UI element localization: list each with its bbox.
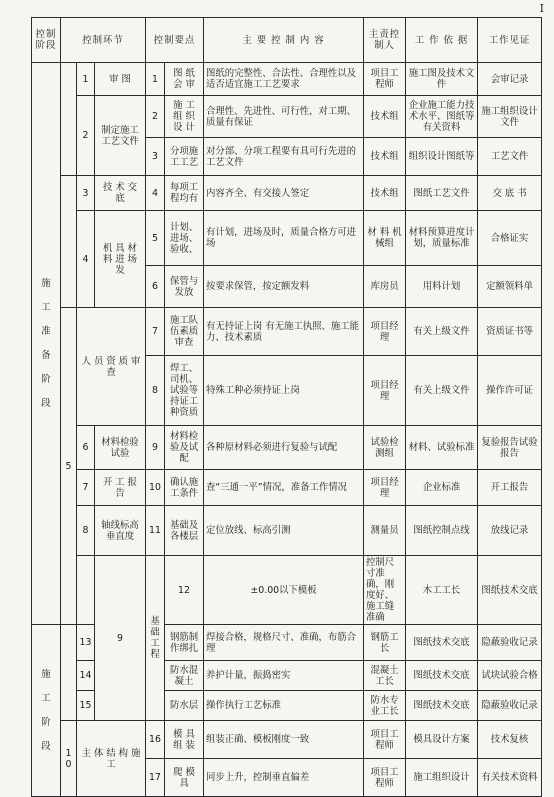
basis-cell: 材料、试验标准 (406, 426, 478, 470)
link-cell: 基 础 工 程 (146, 556, 165, 721)
group-no: 5 (61, 308, 77, 625)
header-basis: 工 作 依 据 (406, 18, 478, 63)
group-no: 6 (77, 426, 95, 470)
group-no: 3 (77, 176, 95, 211)
content-cell: 查“三通一平”情况，准备工作情况 (204, 470, 364, 506)
evidence-cell: 定额领料单 (478, 266, 542, 308)
link-cell: 轴线标高垂直度 (95, 506, 146, 556)
basis-cell: 图纸工艺文件 (406, 176, 478, 211)
stage-construction-cell: 施 工 阶 段 (32, 625, 61, 797)
basis-cell: 图纸技术交底 (478, 556, 542, 625)
group-no (61, 63, 77, 176)
header-row (32, 18, 542, 63)
basis-cell: 组织设计图纸等 (406, 138, 478, 176)
content-cell: 内容齐全、有交接人签定 (204, 176, 364, 211)
basis-cell: 图纸技术交底 (406, 625, 478, 661)
content-cell: 组装正确、模板刚度一致 (204, 721, 364, 759)
person-cell: 技术组 (364, 138, 406, 176)
person-cell: 木工工长 (406, 556, 478, 625)
quality-control-table (31, 17, 542, 797)
group-no: 7 (77, 470, 95, 506)
point-cell: ±0.00以下模板 (204, 556, 364, 625)
table-row (32, 506, 542, 556)
row-no: 5 (146, 211, 165, 266)
row-no: 13 (77, 625, 95, 661)
point-cell: 施 工 组 织 设 计 (165, 96, 204, 138)
row-no: 1 (146, 63, 165, 96)
group-no: 1 (77, 63, 95, 96)
content-cell: 有计划，进场及时，质量合格方可进场 (204, 211, 364, 266)
point-cell: 焊工、司机、试验等持证工种资质 (165, 356, 204, 426)
table-row (32, 176, 542, 211)
point-cell: 计划、进场、验收、 (165, 211, 204, 266)
row-no: 14 (77, 661, 95, 691)
evidence-cell: 操作许可证 (478, 356, 542, 426)
link-cell: 材料检验试验 (95, 426, 146, 470)
point-cell: 每项工程均有 (165, 176, 204, 211)
point-cell: 模 具 组 装 (165, 721, 204, 759)
group-no (61, 625, 77, 721)
row-no: 15 (77, 691, 95, 721)
content-cell: 同步上升，控制垂直偏差 (204, 759, 364, 797)
table-row (32, 96, 542, 138)
person-cell: 项目经理 (364, 470, 406, 506)
row-no: 7 (146, 308, 165, 356)
evidence-cell: 隐蔽验收记录 (478, 625, 542, 661)
content-cell: 特殊工种必须持证上岗 (204, 356, 364, 426)
content-cell: 各种原材料必须进行复验与试配 (204, 426, 364, 470)
page-number: I (539, 2, 544, 15)
basis-cell: 有关上级文件 (406, 308, 478, 356)
table-row (32, 721, 542, 759)
person-cell: 项目工程师 (364, 759, 406, 797)
evidence-cell: 合格证实 (478, 211, 542, 266)
content-cell: 图纸的完整性、合法性、合理性以及适否适宜施工工艺要求 (204, 63, 364, 96)
evidence-cell: 交 底 书 (478, 176, 542, 211)
group-no (61, 176, 77, 308)
header-content: 主 要 控 制 内 容 (204, 18, 364, 63)
row-no: 3 (146, 138, 165, 176)
person-cell: 库房员 (364, 266, 406, 308)
basis-cell: 用料计划 (406, 266, 478, 308)
content-cell: 焊接合格，规格尺寸、准确，布筋合理 (204, 625, 364, 661)
evidence-cell: 有关技术资料 (478, 759, 542, 797)
evidence-cell: 施工组织设计文件 (478, 96, 542, 138)
row-no: 11 (146, 506, 165, 556)
person-cell: 防水专业工长 (364, 691, 406, 721)
evidence-cell: 资质证书等 (478, 308, 542, 356)
link-cell: 审 图 (95, 63, 146, 96)
link-cell: 开 工 报 告 (95, 470, 146, 506)
row-no: 2 (146, 96, 165, 138)
basis-cell: 图纸技术交底 (406, 691, 478, 721)
group-no: 2 (77, 96, 95, 176)
table-row (32, 308, 542, 356)
row-no: 17 (146, 759, 165, 797)
person-cell: 钢筋工长 (364, 625, 406, 661)
point-cell: 防水层 (165, 691, 204, 721)
evidence-cell: 会审记录 (478, 63, 542, 96)
header-person: 主责控制人 (364, 18, 406, 63)
link-cell: 主 体 结 构 施 工 (77, 721, 146, 797)
group-no (77, 556, 95, 625)
basis-cell: 有关上级文件 (406, 356, 478, 426)
row-no: 4 (146, 176, 165, 211)
point-cell: 确认施工条件 (165, 470, 204, 506)
basis-cell: 企业标准 (406, 470, 478, 506)
point-cell: 钢筋制作绑扎 (165, 625, 204, 661)
person-cell: 技术组 (364, 176, 406, 211)
person-cell: 项目工程师 (364, 721, 406, 759)
point-cell: 图 纸 会 审 (165, 63, 204, 96)
point-cell: 分项施工工艺 (165, 138, 204, 176)
link-cell: 制定施工工艺文件 (95, 96, 146, 176)
row-no: 9 (146, 426, 165, 470)
stage-prep-cell: 施 工 准 备 阶 段 (32, 63, 61, 625)
person-cell: 项目工程师 (364, 63, 406, 96)
content-cell: 合理性、先进性、可行性，对工期、质量有保证 (204, 96, 364, 138)
header-link: 控制环节 (61, 18, 146, 63)
person-cell: 项目经理 (364, 308, 406, 356)
basis-cell: 模具设计方案 (406, 721, 478, 759)
person-cell: 技术组 (364, 96, 406, 138)
evidence-cell: 开工报告 (478, 470, 542, 506)
group-no: 10 (61, 721, 77, 797)
evidence-cell: 复验报告试验报告 (478, 426, 542, 470)
point-cell: 防水混凝土 (165, 661, 204, 691)
link-cell: 人 员 资 质 审 查 (77, 308, 146, 426)
basis-cell: 施工组织设计 (406, 759, 478, 797)
point-cell: 施工队伍素质审查 (165, 308, 204, 356)
person-cell: 混凝土工长 (364, 661, 406, 691)
group-no: 9 (95, 556, 146, 721)
row-no: 6 (146, 266, 165, 308)
row-no: 8 (146, 356, 165, 426)
content-cell: 对分部、分项工程要有具可行先进的工艺文件 (204, 138, 364, 176)
person-cell: 项目经理 (364, 356, 406, 426)
evidence-cell: 放线记录 (478, 506, 542, 556)
basis-cell: 材料预算进度计划，质量标准 (406, 211, 478, 266)
header-point: 控制要点 (146, 18, 204, 63)
table-row (32, 556, 542, 625)
group-no: 4 (77, 211, 95, 308)
point-cell: 爬 模 具 (165, 759, 204, 797)
basis-cell: 企业施工能力技术水平、图纸等有关资料 (406, 96, 478, 138)
table-row (32, 470, 542, 506)
evidence-cell: 工艺文件 (478, 138, 542, 176)
header-stage: 控制阶段 (32, 18, 61, 63)
table-row (32, 211, 542, 266)
basis-cell: 施工图及技术文件 (406, 63, 478, 96)
evidence-cell: 隐蔽验收记录 (478, 691, 542, 721)
evidence-cell: 技术复核 (478, 721, 542, 759)
content-cell: 控制尺寸准确，刚度好、施工缝准确 (364, 556, 406, 625)
table-row (32, 63, 542, 96)
header-evidence: 工作见证 (478, 18, 542, 63)
basis-cell: 图纸技术交底 (406, 661, 478, 691)
evidence-cell: 试块试验合格 (478, 661, 542, 691)
content-cell: 养护计量，振捣密实 (204, 661, 364, 691)
content-cell: 定位放线、标高引测 (204, 506, 364, 556)
person-cell: 测量员 (364, 506, 406, 556)
row-no: 16 (146, 721, 165, 759)
content-cell: 有无持证上岗 有无施工执照、施工能力、技术素质 (204, 308, 364, 356)
content-cell: 按要求保管，按定额发料 (204, 266, 364, 308)
point-cell: 保管与发放 (165, 266, 204, 308)
basis-cell: 图纸控制点线 (406, 506, 478, 556)
person-cell: 材 料 机械组 (364, 211, 406, 266)
point-cell: 材料检验及试配 (165, 426, 204, 470)
group-no: 8 (77, 506, 95, 556)
row-no: 10 (146, 470, 165, 506)
person-cell: 试验检测组 (364, 426, 406, 470)
link-cell: 技 术 交 底 (95, 176, 146, 211)
point-cell: 基础及各楼层 (165, 506, 204, 556)
table-row (32, 426, 542, 470)
link-cell: 机 具 材 料 进 场 发 (95, 211, 146, 308)
content-cell: 操作执行工艺标准 (204, 691, 364, 721)
row-no: 12 (165, 556, 204, 625)
